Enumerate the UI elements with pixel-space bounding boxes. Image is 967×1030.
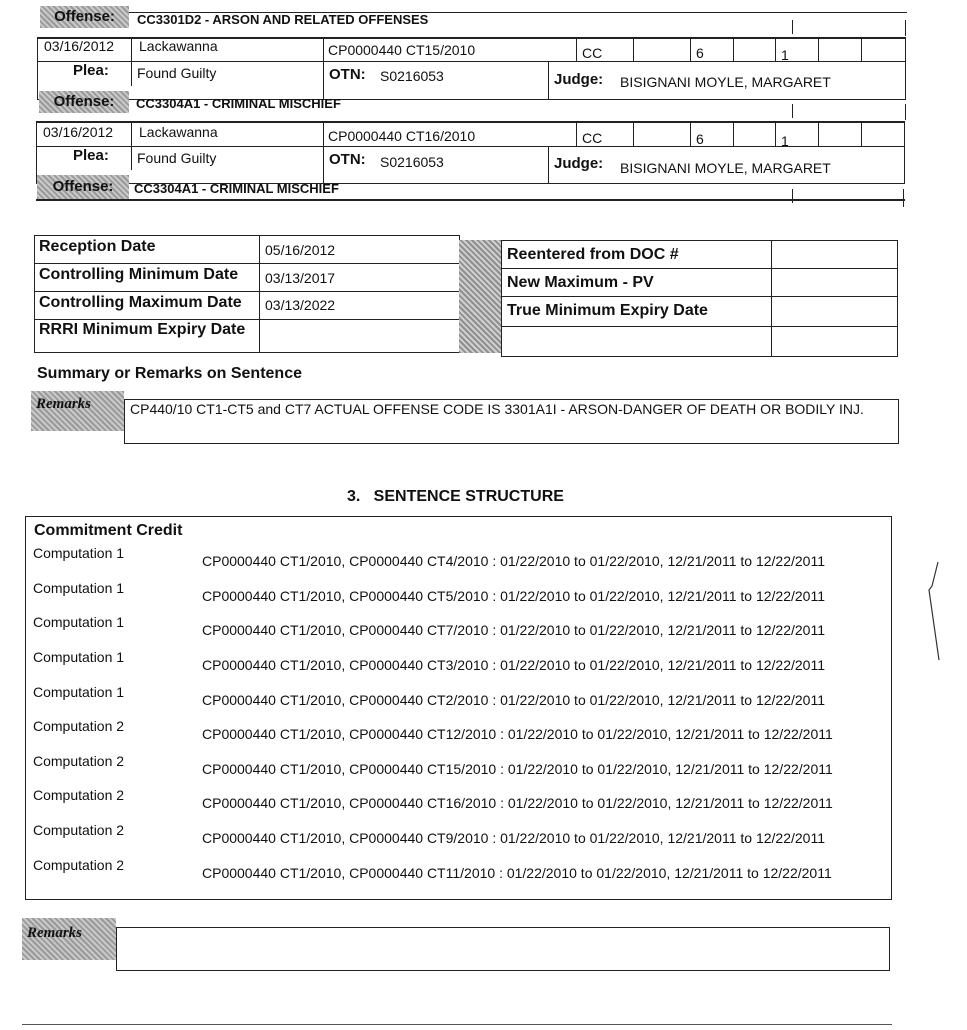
computation-label: Computation 2 — [33, 857, 125, 873]
footer-rule — [22, 1024, 892, 1025]
judge-label: Judge: — [554, 155, 604, 172]
judge-value: BISIGNANI MOYLE, MARGARET — [620, 160, 831, 176]
plea-value: Found Guilty — [137, 150, 217, 166]
offense-county: Lackawanna — [139, 38, 218, 54]
offense-text: CC3301D2 - ARSON AND RELATED OFFENSES — [137, 12, 429, 27]
offense-label: Offense: — [37, 175, 129, 199]
computation-label: Computation 1 — [33, 580, 125, 596]
commitment-credit-heading: Commitment Credit — [34, 522, 183, 539]
offense-num2: 1 — [781, 133, 789, 149]
computation-label: Computation 2 — [33, 822, 125, 838]
computation-label: Computation 1 — [33, 614, 125, 630]
offense-case: CP0000440 CT15/2010 — [328, 42, 476, 58]
controlling-maximum-date-value: 03/13/2022 — [265, 297, 336, 313]
computation-text: CP0000440 CT1/2010, CP0000440 CT16/2010 : 01/22/2010 to 01/22/2010, 12/21/2011 to 12/22/2011 — [202, 795, 833, 811]
controlling-maximum-date-label: Controlling Maximum Date — [39, 294, 242, 311]
judge-value: BISIGNANI MOYLE, MARGARET — [620, 74, 831, 90]
reception-date-value: 05/16/2012 — [265, 242, 336, 258]
judge-label: Judge: — [554, 71, 604, 88]
plea-value: Found Guilty — [137, 65, 217, 81]
computation-text: CP0000440 CT1/2010, CP0000440 CT2/2010 : 01/22/2010 to 01/22/2010, 12/21/2011 to 12/22/2011 — [202, 692, 825, 708]
computation-text: CP0000440 CT1/2010, CP0000440 CT3/2010 : 01/22/2010 to 01/22/2010, 12/21/2011 to 12/22/2011 — [202, 657, 825, 673]
offense-num1: 6 — [696, 131, 704, 147]
rrri-minimum-expiry-date-label: RRRI Minimum Expiry Date — [39, 321, 246, 338]
otn-value: S0216053 — [380, 68, 444, 84]
otn-label: OTN: — [329, 151, 366, 168]
otn-value: S0216053 — [380, 154, 444, 170]
computation-label: Computation 2 — [33, 753, 125, 769]
offense-num2: 1 — [781, 47, 789, 63]
offense-text: CC3304A1 - CRIMINAL MISCHIEF — [134, 181, 339, 196]
true-minimum-expiry-date-label: True Minimum Expiry Date — [507, 302, 708, 319]
computation-label: Computation 1 — [33, 684, 125, 700]
dates-table-divider — [459, 240, 501, 353]
computation-text: CP0000440 CT1/2010, CP0000440 CT15/2010 : 01/22/2010 to 01/22/2010, 12/21/2011 to 12/22/2011 — [202, 761, 833, 777]
computation-label: Computation 1 — [33, 545, 125, 561]
offense-label: Offense: — [40, 6, 129, 28]
computation-label: Computation 2 — [33, 787, 125, 803]
computation-text: CP0000440 CT1/2010, CP0000440 CT4/2010 : 01/22/2010 to 01/22/2010, 12/21/2011 to 12/22/2011 — [202, 553, 825, 569]
reception-date-label: Reception Date — [39, 238, 156, 255]
computation-text: CP0000440 CT1/2010, CP0000440 CT5/2010 : 01/22/2010 to 01/22/2010, 12/21/2011 to 12/22/2011 — [202, 588, 825, 604]
computation-text: CP0000440 CT1/2010, CP0000440 CT7/2010 : 01/22/2010 to 01/22/2010, 12/21/2011 to 12/22/2011 — [202, 622, 825, 638]
reentered-from-doc-label: Reentered from DOC # — [507, 246, 679, 263]
controlling-minimum-date-value: 03/13/2017 — [265, 270, 336, 286]
plea-label: Plea: — [73, 147, 109, 164]
otn-label: OTN: — [329, 66, 366, 83]
offense-case: CP0000440 CT16/2010 — [328, 128, 476, 144]
offense-text: CC3304A1 - CRIMINAL MISCHIEF — [136, 96, 341, 111]
remarks-text: CP440/10 CT1-CT5 and CT7 ACTUAL OFFENSE CODE IS 3301A1I - ARSON-DANGER OF DEATH OR BODILY INJ. — [130, 401, 864, 417]
plea-label: Plea: — [73, 62, 109, 79]
offense-date: 03/16/2012 — [43, 124, 114, 140]
computation-text: CP0000440 CT1/2010, CP0000440 CT9/2010 : 01/22/2010 to 01/22/2010, 12/21/2011 to 12/22/2011 — [202, 830, 825, 846]
computation-text: CP0000440 CT1/2010, CP0000440 CT12/2010 : 01/22/2010 to 01/22/2010, 12/21/2011 to 12/22/2011 — [202, 726, 833, 742]
offense-code: CC — [582, 45, 603, 61]
bottom-remarks-box — [116, 927, 890, 971]
section-title: 3. SENTENCE STRUCTURE — [347, 488, 564, 505]
offense-county: Lackawanna — [139, 124, 218, 140]
offense-num1: 6 — [696, 45, 704, 61]
summary-heading: Summary or Remarks on Sentence — [37, 365, 302, 382]
offense-label: Offense: — [39, 91, 129, 113]
offense-date: 03/16/2012 — [44, 38, 115, 54]
computation-text: CP0000440 CT1/2010, CP0000440 CT11/2010 : 01/22/2010 to 01/22/2010, 12/21/2011 to 12/22/2011 — [202, 865, 832, 881]
computation-label: Computation 2 — [33, 718, 125, 734]
controlling-minimum-date-label: Controlling Minimum Date — [39, 266, 239, 283]
bottom-remarks-label: Remarks — [22, 918, 116, 960]
pen-mark — [926, 560, 942, 664]
remarks-label: Remarks — [31, 391, 124, 431]
computation-label: Computation 1 — [33, 649, 125, 665]
offense-code: CC — [582, 130, 603, 146]
new-maximum-pv-label: New Maximum - PV — [507, 274, 654, 291]
